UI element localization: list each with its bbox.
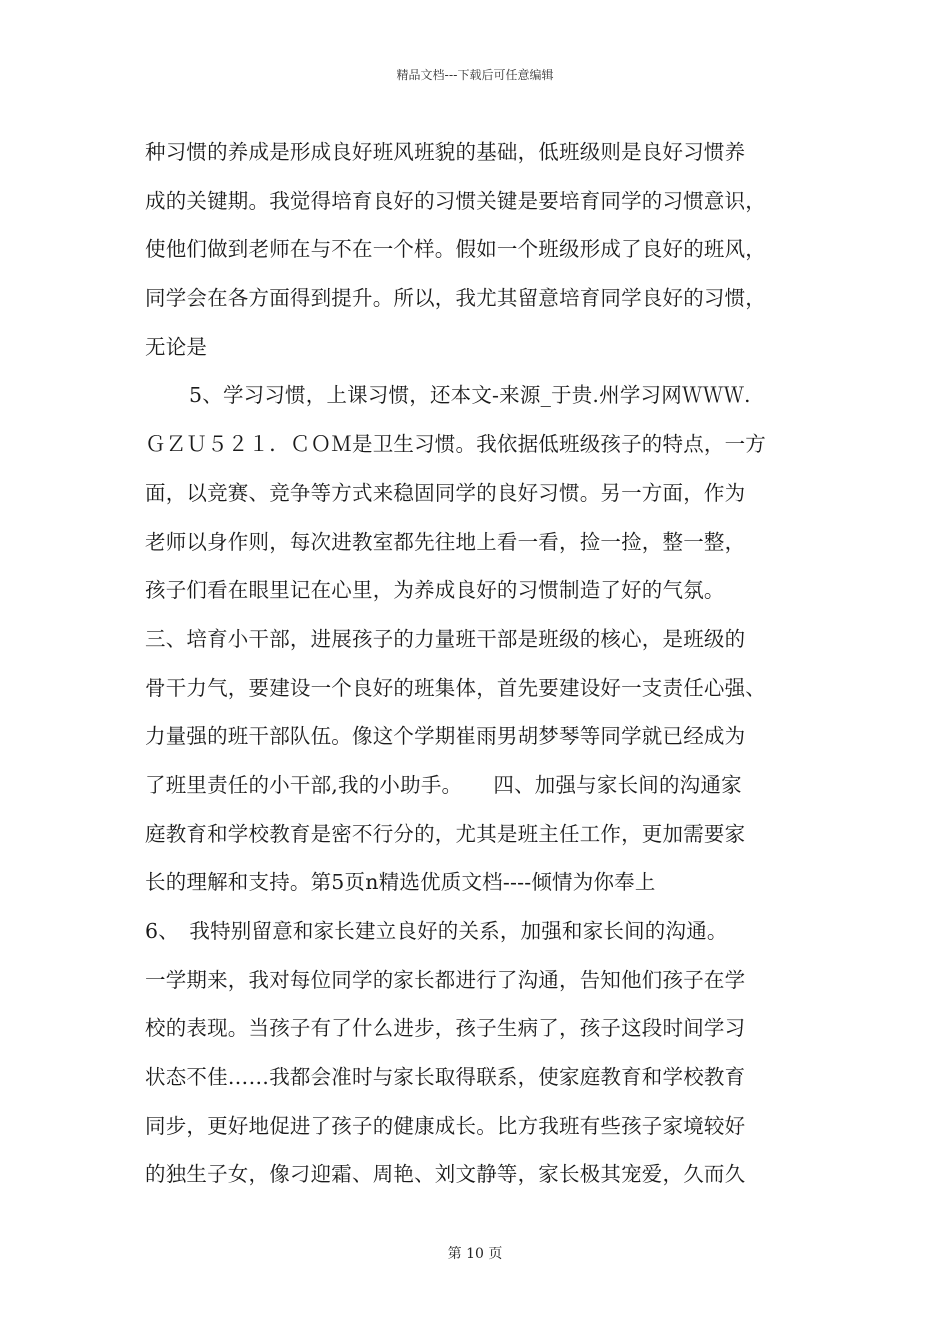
page-header: 精品文档---下载后可任意编辑 bbox=[396, 68, 554, 82]
text-line: 力量强的班干部队伍。像这个学期崔雨男胡梦琴等同学就已经成为 bbox=[145, 724, 746, 749]
text-line: 5、学习习惯，上课习惯，还本文-来源_于贵.州学习网ＷＷＷ. bbox=[189, 383, 751, 408]
text-line: 状态不佳……我都会准时与家长取得联系，使家庭教育和学校教育 bbox=[145, 1065, 746, 1090]
text-line: 的独生子女，像刁迎霜、周艳、刘文静等，家长极其宠爱，久而久 bbox=[145, 1162, 746, 1187]
page-number: 第 10 页 bbox=[447, 1246, 503, 1262]
text-line: 同步，更好地促进了孩子的健康成长。比方我班有些孩子家境较好 bbox=[145, 1113, 746, 1138]
text-line: 长的理解和支持。第5页n精选优质文档----倾情为你奉上 bbox=[145, 870, 656, 895]
text-line: 成的关键期。我觉得培育良好的习惯关键是要培育同学的习惯意识， bbox=[145, 188, 766, 213]
text-line: 庭教育和学校教育是密不行分的，尤其是班主任工作，更加需要家 bbox=[145, 821, 746, 846]
text-line: 同学会在各方面得到提升。所以，我尤其留意培育同学良好的习惯， bbox=[145, 286, 766, 311]
text-line: 骨干力气，要建设一个良好的班集体，首先要建设好一支责任心强、 bbox=[145, 675, 766, 700]
text-line: ＧＺＵ５２１．ＣＯＭ是卫生习惯。我依据低班级孩子的特点，一方 bbox=[145, 432, 766, 457]
text-line: 使他们做到老师在与不在一个样。假如一个班级形成了良好的班风， bbox=[145, 237, 766, 262]
text-line: 种习惯的养成是形成良好班风班貌的基础，低班级则是良好习惯养 bbox=[145, 140, 746, 164]
text-line: 老师以身作则，每次进教室都先往地上看一看，捡一捡，整一整， bbox=[145, 529, 746, 554]
text-line: 6、 我特别留意和家长建立良好的关系，加强和家长间的沟通。 bbox=[145, 919, 728, 943]
text-line: 了班里责任的小干部,我的小助手。 四、加强与家长间的沟通家 bbox=[145, 772, 742, 797]
text-line: 校的表现。当孩子有了什么进步，孩子生病了，孩子这段时间学习 bbox=[145, 1016, 746, 1041]
text-line: 面，以竞赛、竞争等方式来稳固同学的良好习惯。另一方面，作为 bbox=[145, 480, 746, 505]
document-body bbox=[145, 128, 825, 1199]
text-line: 无论是 bbox=[145, 334, 208, 359]
text-line: 三、培育小干部，进展孩子的力量班干部是班级的核心，是班级的 bbox=[145, 626, 746, 651]
text-line: 孩子们看在眼里记在心里，为养成良好的习惯制造了好的气氛。 bbox=[145, 578, 725, 603]
text-line: 一学期来，我对每位同学的家长都进行了沟通，告知他们孩子在学 bbox=[145, 967, 746, 992]
